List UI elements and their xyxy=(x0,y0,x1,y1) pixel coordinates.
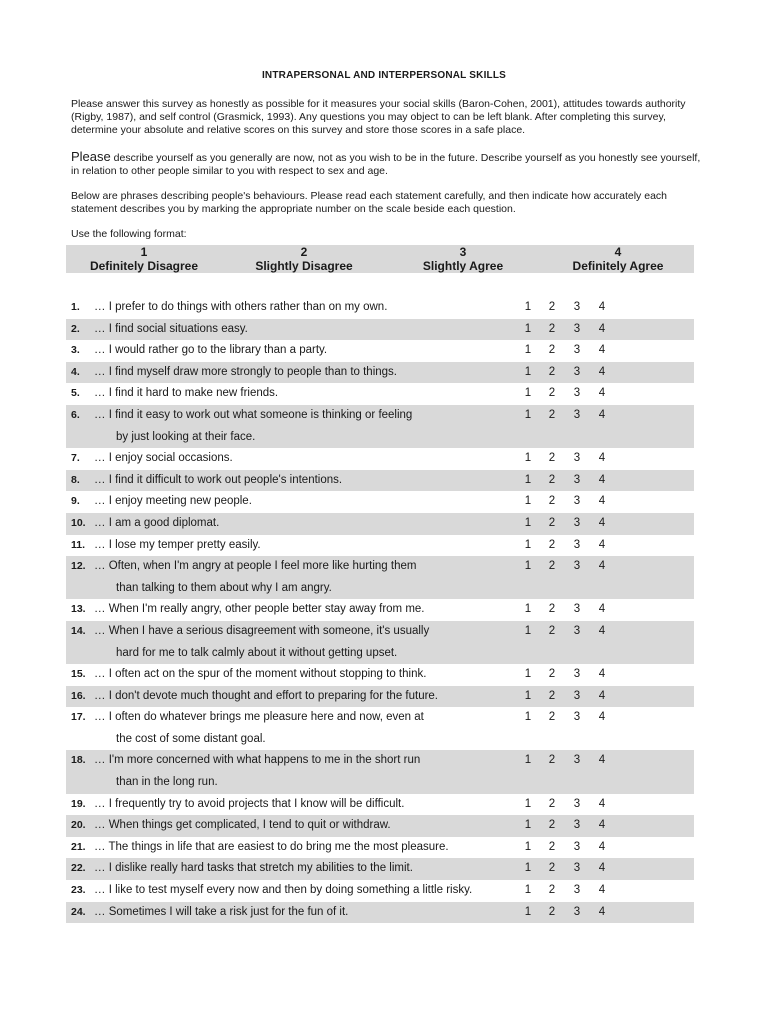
page-title: INTRAPERSONAL AND INTERPERSONAL SKILLS xyxy=(261,70,507,81)
rating-option-4[interactable]: 4 xyxy=(598,754,606,767)
question-text xyxy=(94,362,524,384)
scale-number: 1 xyxy=(140,245,148,259)
rating-option-4[interactable]: 4 xyxy=(598,840,606,853)
question-text xyxy=(94,297,524,319)
rating-option-1[interactable]: 1 xyxy=(524,344,532,357)
question-number: 17. xyxy=(71,711,86,724)
rating-option-4[interactable]: 4 xyxy=(598,452,606,465)
rating-option-2[interactable]: 2 xyxy=(548,797,556,810)
rating-option-1[interactable]: 1 xyxy=(524,689,532,702)
rating-option-4[interactable]: 4 xyxy=(598,797,606,810)
rating-option-1[interactable]: 1 xyxy=(524,668,532,681)
rating-option-3[interactable]: 3 xyxy=(573,495,581,508)
rating-option-3[interactable]: 3 xyxy=(573,452,581,465)
question-text-line: … I don't devote much thought and effort to preparing for the future. xyxy=(94,689,439,702)
rating-option-2[interactable]: 2 xyxy=(548,538,556,551)
rating-option-2[interactable]: 2 xyxy=(548,387,556,400)
question-number: 23. xyxy=(71,884,86,897)
question-text xyxy=(94,707,524,750)
rating-option-4[interactable]: 4 xyxy=(598,711,606,724)
question-text xyxy=(94,513,524,535)
rating-option-1[interactable]: 1 xyxy=(524,408,532,421)
question-text xyxy=(94,470,524,492)
rating-option-3[interactable]: 3 xyxy=(573,516,581,529)
question-text-line: … I lose my temper pretty easily. xyxy=(94,538,261,551)
intro-paragraph-2-lead: Please xyxy=(71,149,111,164)
scale-option-4 xyxy=(543,245,693,273)
question-text-continuation: by just looking at their face. xyxy=(116,430,256,443)
rating-option-2[interactable]: 2 xyxy=(548,819,556,832)
question-number: 9. xyxy=(71,495,80,508)
rating-option-3[interactable]: 3 xyxy=(573,668,581,681)
rating-option-1[interactable]: 1 xyxy=(524,560,532,573)
rating-option-4[interactable]: 4 xyxy=(598,322,606,335)
question-text-line: … Sometimes I will take a risk just for the fun of it. xyxy=(94,905,349,918)
rating-option-3[interactable]: 3 xyxy=(573,905,581,918)
rating-option-4[interactable]: 4 xyxy=(598,819,606,832)
question-text-line: … I enjoy meeting new people. xyxy=(94,495,252,508)
rating-option-4[interactable]: 4 xyxy=(598,365,606,378)
question-row xyxy=(66,448,694,470)
rating-option-4[interactable]: 4 xyxy=(598,301,606,313)
question-text-line: … I frequently try to avoid projects that I know will be difficult. xyxy=(94,797,405,810)
rating-option-2[interactable]: 2 xyxy=(548,668,556,681)
scale-label: Slightly Disagree xyxy=(255,259,353,273)
question-text-line: … I dislike really hard tasks that stretch my abilities to the limit. xyxy=(94,862,413,875)
question-number: 24. xyxy=(71,905,86,918)
scale-option-3 xyxy=(388,245,538,273)
question-row xyxy=(66,556,694,599)
question-text xyxy=(94,686,524,708)
question-row xyxy=(66,707,694,750)
rating-option-4[interactable]: 4 xyxy=(598,862,606,875)
rating-option-1[interactable]: 1 xyxy=(524,819,532,832)
rating-option-3[interactable]: 3 xyxy=(573,322,581,335)
question-row xyxy=(66,470,694,492)
scale-option-2 xyxy=(229,245,379,273)
question-text xyxy=(94,599,524,621)
scale-option-1 xyxy=(69,245,219,273)
rating-option-2[interactable]: 2 xyxy=(548,452,556,465)
question-text xyxy=(94,794,524,816)
question-number: 11. xyxy=(71,538,86,551)
rating-option-2[interactable]: 2 xyxy=(548,624,556,637)
question-text xyxy=(94,535,524,557)
question-text xyxy=(94,837,524,859)
question-text-continuation: hard for me to talk calmly about it without getting upset. xyxy=(116,646,398,659)
question-number: 4. xyxy=(71,365,80,378)
scale-number: 4 xyxy=(614,245,622,259)
question-text xyxy=(94,448,524,470)
question-text-line: … I find it hard to make new friends. xyxy=(94,387,279,400)
question-number: 20. xyxy=(71,819,86,832)
rating-option-2[interactable]: 2 xyxy=(548,495,556,508)
question-text-line: … I often act on the spur of the moment without stopping to think. xyxy=(94,668,427,681)
question-row xyxy=(66,599,694,621)
rating-option-4[interactable]: 4 xyxy=(598,905,606,918)
intro-paragraph-3: Below are phrases describing people's behaviours. Please read each statement carefully, and then indicate how accurately each statement describes you by marking the appropriate number on the scale beside each question. xyxy=(71,190,667,215)
rating-option-4[interactable]: 4 xyxy=(598,884,606,897)
rating-option-2[interactable]: 2 xyxy=(548,516,556,529)
scale-label: Definitely Agree xyxy=(572,259,664,273)
question-list xyxy=(66,297,694,923)
question-text xyxy=(94,405,524,448)
rating-option-3[interactable]: 3 xyxy=(573,473,581,486)
rating-option-4[interactable]: 4 xyxy=(598,516,606,529)
scale-legend xyxy=(66,245,694,273)
rating-option-1[interactable]: 1 xyxy=(524,603,532,616)
question-text-line: … I find myself draw more strongly to people than to things. xyxy=(94,365,397,378)
rating-option-2[interactable]: 2 xyxy=(548,905,556,918)
rating-option-2[interactable]: 2 xyxy=(548,840,556,853)
scale-label: Definitely Disagree xyxy=(89,259,199,273)
rating-option-2[interactable]: 2 xyxy=(548,365,556,378)
intro-paragraph-1: Please answer this survey as honestly as possible for it measures your social skills (Baron-Cohen, 2001), attitudes towards authority (Rigby, 1987), and self control (Grasmick, 1993). Any questions you may object to can be left blank. After completing this survey, determine your absolute and relative scores on this survey and store those scores in a safe place. xyxy=(71,98,686,136)
question-number: 22. xyxy=(71,862,86,875)
question-number: 8. xyxy=(71,473,80,486)
question-text xyxy=(94,858,524,880)
rating-option-2[interactable]: 2 xyxy=(548,754,556,767)
question-row xyxy=(66,686,694,708)
rating-option-2[interactable]: 2 xyxy=(548,711,556,724)
question-number: 5. xyxy=(71,387,80,400)
question-text xyxy=(94,383,524,405)
question-text xyxy=(94,664,524,686)
question-row xyxy=(66,491,694,513)
question-row xyxy=(66,297,694,319)
scale-number: 3 xyxy=(459,245,467,259)
rating-option-3[interactable]: 3 xyxy=(573,344,581,357)
question-text xyxy=(94,902,524,924)
question-text-line: … Often, when I'm angry at people I feel more like hurting them xyxy=(94,560,417,573)
question-text-line: … I am a good diplomat. xyxy=(94,516,220,529)
rating-option-3[interactable]: 3 xyxy=(573,365,581,378)
question-text-line: … I often do whatever brings me pleasure here and now, even at xyxy=(94,711,424,724)
rating-option-1[interactable]: 1 xyxy=(524,538,532,551)
question-row xyxy=(66,837,694,859)
question-row xyxy=(66,340,694,362)
question-text xyxy=(94,750,524,793)
question-number: 18. xyxy=(71,754,86,767)
intro-paragraph-2 xyxy=(71,150,701,178)
rating-option-1[interactable]: 1 xyxy=(524,452,532,465)
question-row xyxy=(66,319,694,341)
question-row xyxy=(66,880,694,902)
format-instruction: Use the following format: xyxy=(71,228,187,240)
rating-option-1[interactable]: 1 xyxy=(524,905,532,918)
question-number: 2. xyxy=(71,322,80,335)
rating-option-2[interactable]: 2 xyxy=(548,408,556,421)
rating-option-3[interactable]: 3 xyxy=(573,711,581,724)
question-row xyxy=(66,858,694,880)
question-text-line: … I would rather go to the library than a party. xyxy=(94,344,328,357)
question-number: 16. xyxy=(71,689,86,702)
question-text-line: … I find it easy to work out what someone is thinking or feeling xyxy=(94,408,413,421)
rating-option-3[interactable]: 3 xyxy=(573,840,581,853)
question-number: 19. xyxy=(71,797,86,810)
rating-option-3[interactable]: 3 xyxy=(573,819,581,832)
rating-option-4[interactable]: 4 xyxy=(598,689,606,702)
rating-option-1[interactable]: 1 xyxy=(524,365,532,378)
rating-option-1[interactable]: 1 xyxy=(524,797,532,810)
question-number: 12. xyxy=(71,560,86,573)
rating-option-1[interactable]: 1 xyxy=(524,840,532,853)
rating-option-2[interactable]: 2 xyxy=(548,560,556,573)
rating-option-1[interactable]: 1 xyxy=(524,754,532,767)
question-text-line: … When I have a serious disagreement with someone, it's usually xyxy=(94,624,430,637)
rating-option-3[interactable]: 3 xyxy=(573,387,581,400)
rating-option-1[interactable]: 1 xyxy=(524,387,532,400)
rating-option-4[interactable]: 4 xyxy=(598,408,606,421)
question-row xyxy=(66,815,694,837)
rating-option-3[interactable]: 3 xyxy=(573,862,581,875)
rating-option-3[interactable]: 3 xyxy=(573,538,581,551)
rating-option-4[interactable]: 4 xyxy=(598,603,606,616)
rating-option-1[interactable]: 1 xyxy=(524,516,532,529)
rating-option-3[interactable]: 3 xyxy=(573,603,581,616)
question-text xyxy=(94,815,524,837)
rating-option-1[interactable]: 1 xyxy=(524,884,532,897)
rating-option-1[interactable]: 1 xyxy=(524,473,532,486)
intro-paragraph-2-rest: describe yourself as you generally are now, not as you wish to be in the future. Describe yourself as you honestly see yourself, in relation to other people similar to you with respect to sex and age. xyxy=(71,152,701,177)
rating-option-4[interactable]: 4 xyxy=(598,560,606,573)
question-text xyxy=(94,340,524,362)
rating-option-1[interactable]: 1 xyxy=(524,301,532,313)
question-number: 14. xyxy=(71,624,86,637)
question-row xyxy=(66,405,694,448)
question-row xyxy=(66,664,694,686)
question-number: 15. xyxy=(71,668,86,681)
question-text-continuation: than in the long run. xyxy=(116,776,218,789)
rating-option-3[interactable]: 3 xyxy=(573,408,581,421)
rating-option-2[interactable]: 2 xyxy=(548,862,556,875)
rating-option-2[interactable]: 2 xyxy=(548,473,556,486)
rating-option-2[interactable]: 2 xyxy=(548,322,556,335)
rating-option-4[interactable]: 4 xyxy=(598,387,606,400)
question-text-line: … I find it difficult to work out people's intentions. xyxy=(94,473,343,486)
question-row xyxy=(66,902,694,924)
rating-option-1[interactable]: 1 xyxy=(524,495,532,508)
question-text xyxy=(94,621,524,664)
rating-option-3[interactable]: 3 xyxy=(573,797,581,810)
question-text xyxy=(94,556,524,599)
question-text xyxy=(94,880,524,902)
question-row xyxy=(66,513,694,535)
question-number: 1. xyxy=(71,301,80,313)
question-text xyxy=(94,491,524,513)
question-text-line: … I enjoy social occasions. xyxy=(94,452,233,465)
question-text-continuation: than talking to them about why I am angry. xyxy=(116,581,332,594)
question-number: 7. xyxy=(71,452,80,465)
rating-option-2[interactable]: 2 xyxy=(548,301,556,313)
question-row xyxy=(66,535,694,557)
question-text xyxy=(94,319,524,341)
rating-option-4[interactable]: 4 xyxy=(598,538,606,551)
question-row xyxy=(66,362,694,384)
question-number: 13. xyxy=(71,603,86,616)
rating-option-4[interactable]: 4 xyxy=(598,473,606,486)
rating-option-3[interactable]: 3 xyxy=(573,884,581,897)
rating-option-3[interactable]: 3 xyxy=(573,754,581,767)
rating-option-1[interactable]: 1 xyxy=(524,711,532,724)
question-text-line: … I prefer to do things with others rather than on my own. xyxy=(94,301,388,313)
rating-option-2[interactable]: 2 xyxy=(548,344,556,357)
question-text-line: … When things get complicated, I tend to quit or withdraw. xyxy=(94,819,391,832)
rating-option-3[interactable]: 3 xyxy=(573,301,581,313)
rating-option-4[interactable]: 4 xyxy=(598,495,606,508)
question-number: 21. xyxy=(71,840,86,853)
rating-option-3[interactable]: 3 xyxy=(573,624,581,637)
rating-option-4[interactable]: 4 xyxy=(598,344,606,357)
rating-option-4[interactable]: 4 xyxy=(598,668,606,681)
question-number: 10. xyxy=(71,516,86,529)
rating-option-2[interactable]: 2 xyxy=(548,603,556,616)
question-row xyxy=(66,621,694,664)
question-text-line: … I like to test myself every now and then by doing something a little risky. xyxy=(94,884,473,897)
question-row xyxy=(66,794,694,816)
question-text-line: … I find social situations easy. xyxy=(94,322,248,335)
question-row xyxy=(66,383,694,405)
question-text-line: … I'm more concerned with what happens to me in the short run xyxy=(94,754,421,767)
question-text-continuation: the cost of some distant goal. xyxy=(116,732,266,745)
scale-number: 2 xyxy=(300,245,308,259)
scale-label: Slightly Agree xyxy=(422,259,504,273)
rating-option-3[interactable]: 3 xyxy=(573,689,581,702)
question-number: 3. xyxy=(71,344,80,357)
question-row xyxy=(66,750,694,793)
rating-option-2[interactable]: 2 xyxy=(548,689,556,702)
question-text-line: … The things in life that are easiest to do bring me the most pleasure. xyxy=(94,840,449,853)
rating-option-3[interactable]: 3 xyxy=(573,560,581,573)
rating-option-1[interactable]: 1 xyxy=(524,624,532,637)
question-number: 6. xyxy=(71,408,80,421)
question-text-line: … When I'm really angry, other people better stay away from me. xyxy=(94,603,425,616)
rating-option-4[interactable]: 4 xyxy=(598,624,606,637)
rating-option-2[interactable]: 2 xyxy=(548,884,556,897)
rating-option-1[interactable]: 1 xyxy=(524,862,532,875)
rating-option-1[interactable]: 1 xyxy=(524,322,532,335)
